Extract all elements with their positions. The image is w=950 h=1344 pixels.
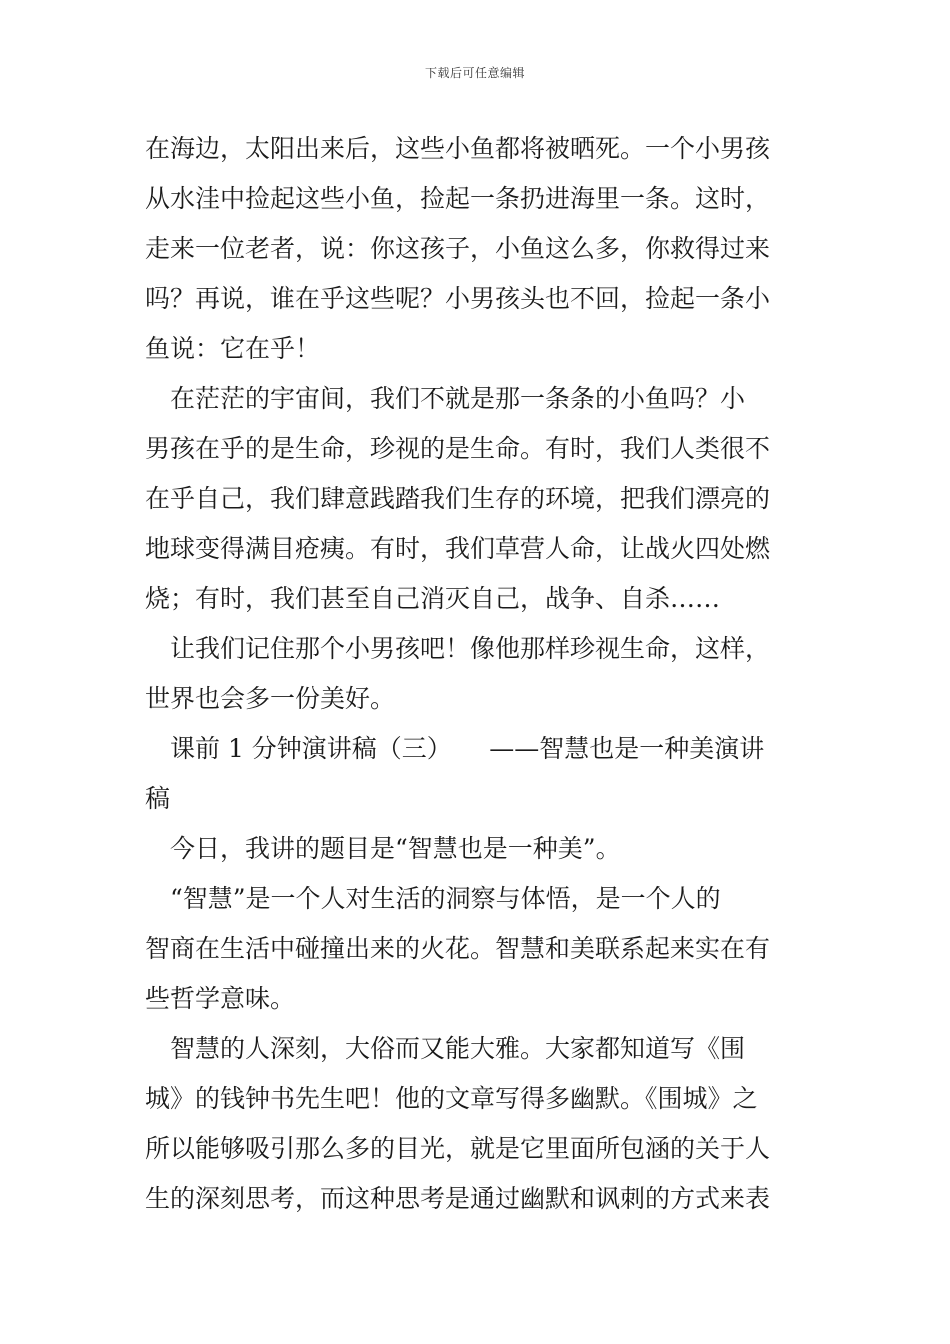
- body-line: 走来一位老者，说：你这孩子，小鱼这么多，你救得过来: [145, 234, 771, 263]
- body-line: 在海边，太阳出来后，这些小鱼都将被晒死。一个小男孩: [145, 134, 771, 163]
- body-line: 烧；有时，我们甚至自己消灭自己，战争、自杀……: [145, 584, 721, 613]
- body-line: 智慧的人深刻，大俗而又能大雅。大家都知道写《围: [145, 1034, 746, 1063]
- body-line: 吗？再说，谁在乎这些呢？小男孩头也不回，捡起一条小: [145, 284, 771, 313]
- body-line: 从水洼中捡起这些小鱼，捡起一条扔进海里一条。这时，: [145, 184, 771, 213]
- body-line: 地球变得满目疮痍。有时，我们草营人命，让战火四处燃: [145, 534, 771, 563]
- body-line: 智商在生活中碰撞出来的火花。智慧和美联系起来实在有: [145, 934, 771, 963]
- page-header: 下载后可任意编辑: [424, 66, 525, 80]
- body-line: 在茫茫的宇宙间，我们不就是那一条条的小鱼吗？小: [145, 384, 746, 413]
- body-line: 些哲学意味。: [145, 984, 296, 1013]
- body-line: 让我们记住那个小男孩吧！像他那样珍视生命，这样，: [145, 634, 771, 663]
- section-title-cont: 稿: [145, 784, 171, 813]
- body-line: 男孩在乎的是生命，珍视的是生命。有时，我们人类很不: [145, 434, 771, 463]
- body-line: 城》的钱钟书先生吧！他的文章写得多幽默。《围城》之: [145, 1084, 758, 1113]
- body-line: 在乎自己，我们肆意践踏我们生存的环境，把我们漂亮的: [145, 484, 771, 513]
- body-line: 今日，我讲的题目是“智慧也是一种美”。: [145, 834, 621, 863]
- section-title: 课前 1 分钟演讲稿（三） ——智慧也是一种美演讲: [145, 734, 765, 763]
- body-line: 世界也会多一份美好。: [145, 684, 396, 713]
- body-line: 生的深刻思考，而这种思考是通过幽默和讽刺的方式来表: [145, 1184, 771, 1213]
- body-line: 所以能够吸引那么多的目光，就是它里面所包涵的关于人: [145, 1134, 771, 1163]
- body-line: 鱼说：它在乎！: [145, 334, 321, 363]
- body-line: “智慧”是一个人对生活的洞察与体悟，是一个人的: [145, 884, 721, 913]
